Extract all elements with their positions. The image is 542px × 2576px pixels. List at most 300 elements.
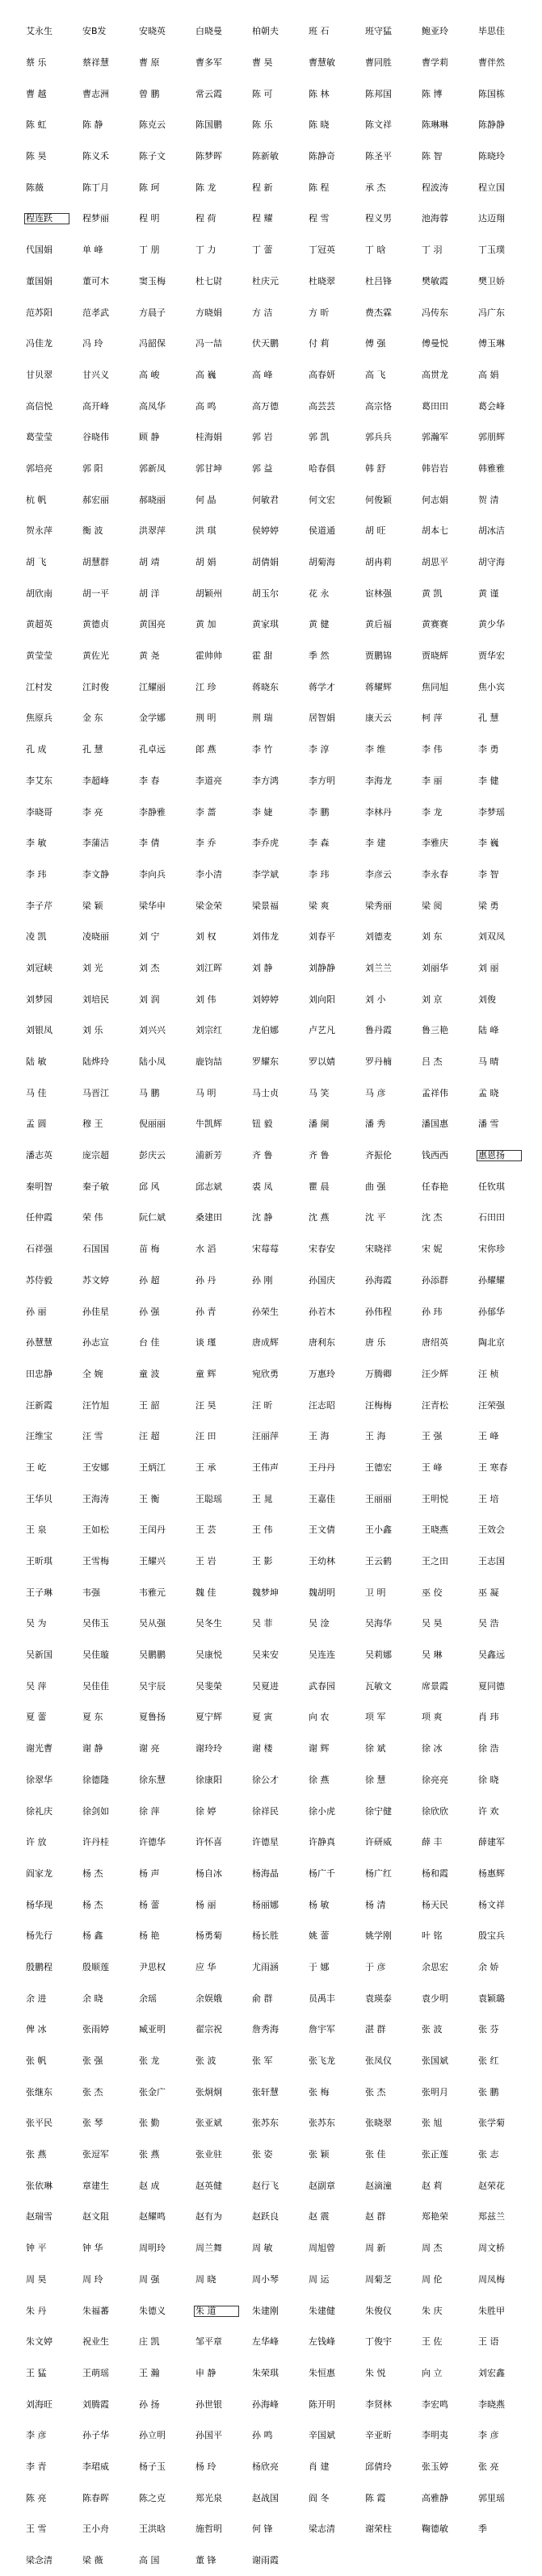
name-entry: 庞宗超	[82, 1150, 109, 1161]
name-entry: 赵跃良	[252, 2211, 279, 2223]
name-entry: 王丽丽	[365, 1493, 392, 1504]
name-entry: 孙耀耀	[478, 1274, 505, 1286]
name-entry: 薛建军	[478, 1837, 505, 1848]
name-entry: 高 飞	[365, 369, 386, 380]
name-entry: 张逗军	[82, 2149, 109, 2160]
name-row	[24, 2264, 533, 2296]
name-entry: 哈春俱	[309, 462, 335, 474]
name-row	[24, 2014, 533, 2046]
name-row	[24, 797, 533, 828]
name-entry: 冯韶保	[139, 338, 166, 349]
name-entry: 杨文祥	[478, 1899, 505, 1910]
name-entry: 梁 爽	[309, 900, 330, 911]
name-entry: 王文倩	[309, 1524, 335, 1536]
name-entry: 孟 晓	[478, 1087, 499, 1098]
name-entry: 徐东慧	[139, 1774, 166, 1785]
name-entry: 叶 铭	[422, 1930, 443, 1942]
name-entry: 余思宏	[422, 1961, 448, 1972]
name-entry: 程 荷	[195, 213, 216, 224]
name-entry: 方晨子	[139, 307, 166, 318]
name-entry: 孙 超	[139, 1274, 160, 1286]
name-entry: 徐 婷	[195, 1805, 216, 1817]
name-entry: 徐 浩	[478, 1743, 499, 1754]
name-entry: 秦子敏	[82, 1181, 109, 1192]
name-entry: 费杰霖	[365, 307, 392, 318]
name-entry: 李道亮	[195, 775, 222, 786]
name-entry: 齐振伦	[365, 1150, 392, 1161]
name-entry: 袁少明	[422, 1993, 448, 2004]
name-row	[24, 922, 533, 953]
name-entry: 王 芸	[195, 1524, 216, 1536]
name-entry: 张凤仪	[365, 2055, 392, 2067]
name-entry: 黄少华	[478, 619, 505, 630]
name-entry: 张 杰	[365, 2086, 386, 2097]
name-entry: 汪 超	[139, 1431, 160, 1442]
name-entry: 应 华	[195, 1961, 216, 1972]
name-entry: 杨 艳	[139, 1930, 160, 1942]
name-entry: 韩 舒	[365, 462, 386, 474]
name-entry: 张金广	[139, 2086, 166, 2097]
name-entry: 樊敏霞	[422, 275, 448, 286]
name-row	[24, 671, 533, 703]
name-entry: 鲍亚玲	[422, 26, 448, 37]
name-entry: 张雨婷	[82, 2024, 109, 2035]
name-row	[24, 578, 533, 609]
name-entry: 台 佳	[139, 1337, 160, 1349]
name-entry: 周 伦	[422, 2273, 443, 2285]
name-entry: 李彦云	[365, 868, 392, 880]
name-entry: 张 亮	[478, 2461, 499, 2472]
name-entry: 陈 静	[82, 119, 103, 131]
name-entry: 李贤林	[365, 2398, 392, 2410]
name-entry: 詹宇军	[309, 2024, 335, 2035]
name-entry: 许丹桂	[82, 1837, 109, 1848]
name-entry: 陆小凤	[139, 1056, 166, 1068]
name-entry: 陆烨玲	[82, 1056, 109, 1068]
name-entry: 赵 震	[309, 2211, 330, 2223]
name-row	[24, 2482, 533, 2514]
name-entry: 朱福蕃	[82, 2305, 109, 2316]
name-entry: 田忠静	[26, 1368, 53, 1379]
name-entry: 刘海旺	[26, 2398, 53, 2410]
name-entry: 樊卫娇	[478, 275, 505, 286]
name-entry: 苏侍毅	[26, 1274, 53, 1286]
name-entry: 汪 昕	[252, 1399, 273, 1411]
name-entry: 胡守海	[478, 557, 505, 568]
name-entry: 王 瀚	[139, 2367, 160, 2378]
name-entry: 张 旭	[422, 2118, 443, 2129]
name-entry: 陈晓玲	[478, 151, 505, 162]
name-row	[24, 110, 533, 141]
name-entry: 翟宗祝	[195, 2024, 222, 2035]
name-entry: 张业驻	[195, 2149, 222, 2160]
name-entry: 黄 加	[195, 619, 216, 630]
name-entry: 洪 琪	[195, 525, 216, 537]
name-entry: 朱建刚	[252, 2305, 279, 2316]
name-entry: 黄赛赛	[422, 619, 448, 630]
name-row	[24, 48, 533, 79]
name-entry: 沈 静	[252, 1212, 273, 1223]
name-entry: 胡 旺	[365, 525, 386, 537]
name-entry: 傅 强	[365, 338, 386, 349]
name-row	[24, 1702, 533, 1733]
name-entry: 吴 萍	[26, 1680, 47, 1692]
name-entry: 张国斌	[422, 2055, 448, 2067]
name-entry: 安B发	[82, 26, 107, 37]
name-row	[24, 890, 533, 922]
name-entry: 周 运	[309, 2273, 330, 2285]
name-entry: 刘梦园	[26, 993, 53, 1005]
name-row	[24, 2139, 533, 2171]
name-entry: 丁 朋	[139, 245, 160, 256]
name-entry: 李小清	[195, 868, 222, 880]
name-entry: 王明悦	[422, 1493, 448, 1504]
name-entry: 石祥强	[26, 1244, 53, 1255]
name-row	[24, 1889, 533, 1921]
name-entry: 彭庆云	[139, 1150, 166, 1161]
name-entry: 魏 佳	[195, 1587, 216, 1598]
name-entry: 许 欢	[478, 1805, 499, 1817]
name-entry: 向 立	[422, 2367, 443, 2378]
name-entry: 陶北京	[478, 1337, 505, 1349]
name-entry: 高贯龙	[422, 369, 448, 380]
name-entry: 杜庆元	[252, 275, 279, 286]
name-row	[24, 141, 533, 173]
name-entry: 张晓翠	[365, 2118, 392, 2129]
name-entry: 杨 丽	[195, 1899, 216, 1910]
name-entry: 康天云	[365, 713, 392, 724]
name-entry: 孙 丽	[26, 1306, 47, 1317]
name-entry: 郭 阳	[82, 462, 103, 474]
name-entry: 周 玲	[82, 2273, 103, 2285]
name-entry: 孙郁华	[478, 1306, 505, 1317]
name-row	[24, 1109, 533, 1140]
name-entry: 孔 慧	[82, 744, 103, 755]
name-entry: 胡颖州	[195, 588, 222, 599]
name-entry: 王小舟	[82, 2524, 109, 2535]
name-entry: 赵 成	[139, 2180, 160, 2191]
name-entry: 邱 风	[139, 1181, 160, 1192]
name-entry: 刘 京	[422, 993, 443, 1005]
name-entry: 李 青	[26, 2461, 47, 2472]
name-entry: 郝宏丽	[82, 494, 109, 505]
name-entry: 艾永生	[26, 26, 53, 37]
name-row	[24, 1921, 533, 1952]
name-entry: 阎家龙	[26, 1867, 53, 1879]
name-entry: 陈 亮	[26, 2492, 47, 2503]
name-entry: 夏 寅	[252, 1712, 273, 1723]
name-entry: 周菊芝	[365, 2273, 392, 2285]
name-entry: 高 巍	[195, 369, 216, 380]
name-entry: 王 雪	[26, 2524, 47, 2535]
name-entry: 张炯炯	[195, 2086, 222, 2097]
name-entry: 赵副章	[309, 2180, 335, 2191]
name-entry: 张 波	[422, 2024, 443, 2035]
name-entry: 冯 玲	[82, 338, 103, 349]
name-row	[24, 2233, 533, 2264]
name-entry: 刘 杰	[139, 962, 160, 973]
name-entry: 代国娟	[26, 245, 53, 256]
name-entry: 水 滔	[195, 1244, 216, 1255]
name-entry: 花 永	[309, 588, 330, 599]
name-entry: 张 红	[478, 2055, 499, 2067]
name-row	[24, 1733, 533, 1765]
name-entry: 李 竹	[252, 744, 273, 755]
name-entry: 谢玲玲	[195, 1743, 222, 1754]
name-row	[24, 1765, 533, 1796]
name-entry: 李 勇	[478, 744, 499, 755]
name-entry: 宛欣勇	[252, 1368, 279, 1379]
name-entry: 汪 雪	[82, 1431, 103, 1442]
name-row	[24, 1577, 533, 1608]
name-entry: 曹伴然	[478, 57, 505, 69]
name-entry: 吴海华	[365, 1618, 392, 1629]
name-entry: 焦同旭	[422, 681, 448, 692]
name-entry: 项 军	[365, 1712, 386, 1723]
name-entry: 徐小虎	[309, 1805, 335, 1817]
name-entry: 葛田田	[422, 400, 448, 412]
name-entry: 申 静	[195, 2367, 216, 2378]
name-entry: 贺永萍	[26, 525, 53, 537]
name-entry: 吴伟玉	[82, 1618, 109, 1629]
name-entry: 曹 原	[139, 57, 160, 69]
name-entry: 李 春	[139, 775, 160, 786]
name-entry: 杨子玉	[139, 2461, 166, 2472]
name-entry: 肖 玮	[478, 1712, 499, 1723]
name-entry: 曹 越	[26, 88, 47, 99]
name-entry: 张 帆	[26, 2055, 47, 2067]
name-entry: 湛 群	[365, 2024, 386, 2035]
name-entry: 程波涛	[422, 182, 448, 193]
name-entry: 李晓哥	[26, 806, 53, 818]
name-entry: 程立国	[478, 182, 505, 193]
name-entry: 王海涛	[82, 1493, 109, 1504]
name-entry: 王 泉	[26, 1524, 47, 1536]
name-entry: 罗以婧	[309, 1056, 335, 1068]
name-entry: 杨欣亮	[252, 2461, 279, 2472]
name-row	[24, 766, 533, 797]
name-entry: 宦林强	[365, 588, 392, 599]
name-entry: 季	[478, 2524, 487, 2535]
name-entry: 俞 群	[252, 1993, 273, 2004]
name-entry: 刘 东	[422, 931, 443, 943]
name-entry: 陈 晓	[309, 119, 330, 131]
name-entry: 孙 丹	[195, 1274, 216, 1286]
name-entry: 钟 华	[82, 2243, 103, 2254]
name-entry: 黄佐光	[82, 650, 109, 662]
name-entry: 赵文阻	[82, 2211, 109, 2223]
name-entry: 李 森	[309, 838, 330, 849]
name-entry: 谢光曹	[26, 1743, 53, 1754]
name-entry: 潘志英	[26, 1150, 53, 1161]
name-entry: 钱西西	[422, 1150, 448, 1161]
name-entry: 席景霞	[422, 1680, 448, 1692]
name-entry: 梁景福	[252, 900, 279, 911]
name-entry: 梁秀丽	[365, 900, 392, 911]
name-entry: 朱德义	[139, 2305, 166, 2316]
name-entry: 魏胡明	[309, 1587, 335, 1598]
name-entry: 李 智	[478, 868, 499, 880]
name-entry: 刘双凤	[478, 931, 505, 943]
name-entry: 左钱峰	[309, 2336, 335, 2348]
name-entry: 周 昊	[26, 2273, 47, 2285]
name-entry: 蒋晓东	[252, 681, 279, 692]
name-entry: 黄 尧	[139, 650, 160, 662]
name-entry: 吴佳佳	[82, 1680, 109, 1692]
name-entry: 张 佳	[365, 2149, 386, 2160]
name-entry: 李 鹏	[309, 806, 330, 818]
name-entry: 倪丽丽	[139, 1119, 166, 1130]
name-entry: 陈 霞	[365, 2492, 386, 2503]
name-entry: 高信悦	[26, 400, 53, 412]
name-entry: 吴夏进	[252, 1680, 279, 1692]
name-entry: 顾 静	[139, 432, 160, 443]
name-entry: 徐 冰	[422, 1743, 443, 1754]
name-entry: 高雅静	[422, 2492, 448, 2503]
name-entry: 刘 小	[365, 993, 386, 1005]
name-entry: 王 屹	[26, 1462, 47, 1473]
name-entry: 唐成辉	[252, 1337, 279, 1349]
name-entry: 李学斌	[252, 868, 279, 880]
name-entry: 梁 颖	[82, 900, 103, 911]
name-entry: 宋春安	[309, 1244, 335, 1255]
name-entry: 姚 蕾	[309, 1930, 330, 1942]
name-entry: 陈国鹏	[195, 119, 222, 131]
name-entry: 夏 蕾	[26, 1712, 47, 1723]
name-entry: 王丹丹	[309, 1462, 335, 1473]
name-entry: 王 峰	[478, 1431, 499, 1442]
name-entry: 高 峰	[252, 369, 273, 380]
name-entry: 李珺威	[82, 2461, 109, 2472]
name-entry: 荆 瑞	[252, 713, 273, 724]
name-entry: 李林丹	[365, 806, 392, 818]
name-entry: 任钦琪	[478, 1181, 505, 1192]
name-row	[24, 297, 533, 328]
name-row	[24, 828, 533, 859]
name-entry: 刘兴兴	[139, 1025, 166, 1036]
name-entry: 朱 悦	[365, 2367, 386, 2378]
name-entry: 唐绍英	[422, 1337, 448, 1349]
name-row	[24, 984, 533, 1015]
name-entry: 瞿 晨	[309, 1181, 330, 1192]
name-entry: 詹秀海	[252, 2024, 279, 2035]
name-entry: 孙海峰	[252, 2398, 279, 2410]
name-row	[24, 1608, 533, 1640]
name-entry: 杨 杰	[82, 1899, 103, 1910]
name-row	[24, 1296, 533, 1328]
name-entry: 黄超英	[26, 619, 53, 630]
name-entry: 李蒲洁	[82, 838, 109, 849]
name-entry: 吴鑫远	[478, 1650, 505, 1661]
name-row	[24, 78, 533, 110]
name-row	[24, 360, 533, 391]
name-entry: 江 珍	[195, 681, 216, 692]
name-entry: 徐欣欣	[422, 1805, 448, 1817]
name-entry: 赵 群	[365, 2211, 386, 2223]
name-entry: 臧亚明	[139, 2024, 166, 2035]
name-entry: 衡 波	[82, 525, 103, 537]
name-row	[24, 2046, 533, 2077]
name-entry: 程 耀	[252, 213, 273, 224]
name-entry: 谢雨霞	[252, 2555, 279, 2566]
name-entry: 杨 清	[365, 1899, 386, 1910]
name-entry: 王 猛	[26, 2367, 47, 2378]
name-entry: 孔 慧	[478, 713, 499, 724]
name-entry: 班守猛	[365, 26, 392, 37]
name-entry: 瓦敏文	[365, 1680, 392, 1692]
name-entry: 胡倩娟	[252, 557, 279, 568]
name-entry: 霍 甜	[252, 650, 273, 662]
name-entry: 黄 凯	[422, 588, 443, 599]
highlighted-name: 朱 道	[194, 2306, 239, 2317]
name-entry: 赵 莉	[422, 2180, 443, 2191]
name-entry: 李 健	[478, 775, 499, 786]
name-row	[24, 1453, 533, 1484]
name-entry: 吴莉娜	[365, 1650, 392, 1661]
name-entry: 陈琳琳	[422, 119, 448, 131]
name-entry: 方 昕	[309, 307, 330, 318]
name-entry: 秦明智	[26, 1181, 53, 1192]
name-entry: 石田田	[478, 1212, 505, 1223]
highlighted-name: 惠恩扬	[477, 1150, 522, 1161]
name-entry: 孙伟程	[365, 1306, 392, 1317]
name-entry: 冯传东	[422, 307, 448, 318]
name-entry: 陈 程	[309, 182, 330, 193]
name-entry: 赵耀鸣	[139, 2211, 166, 2223]
name-entry: 苗 梅	[139, 1244, 160, 1255]
name-entry: 张亚斌	[195, 2118, 222, 2129]
name-entry: 马晋江	[82, 1087, 109, 1098]
name-entry: 傅曼悦	[422, 338, 448, 349]
name-entry: 王 语	[478, 2336, 499, 2348]
name-entry: 朱恒惠	[309, 2367, 335, 2378]
name-entry: 高万德	[252, 400, 279, 412]
name-entry: 何 锋	[252, 2524, 273, 2535]
name-entry: 杜吕锋	[365, 275, 392, 286]
name-row	[24, 1640, 533, 1671]
name-entry: 胡 靖	[139, 557, 160, 568]
name-entry: 单 峰	[82, 245, 103, 256]
name-row	[24, 1952, 533, 1984]
name-entry: 马 晴	[478, 1056, 499, 1068]
name-entry: 庄 凯	[139, 2336, 160, 2348]
name-entry: 刘 润	[139, 993, 160, 1005]
name-entry: 徐公才	[252, 1774, 279, 1785]
name-entry: 郑光泉	[195, 2492, 222, 2503]
name-entry: 张 颖	[309, 2149, 330, 2160]
name-row	[24, 2076, 533, 2108]
name-entry: 许怀喜	[195, 1837, 222, 1848]
name-entry: 孙子华	[82, 2430, 109, 2441]
name-entry: 李永春	[422, 868, 448, 880]
name-entry: 汪 昊	[195, 1399, 216, 1411]
name-entry: 刘丽华	[422, 962, 448, 973]
name-entry: 巫 凝	[478, 1587, 499, 1598]
name-entry: 辛国斌	[309, 2430, 335, 2441]
name-entry: 陈梦晖	[195, 151, 222, 162]
name-entry: 冯佳龙	[26, 338, 53, 349]
name-entry: 刘 光	[82, 962, 103, 973]
name-entry: 龙伯娜	[252, 1025, 279, 1036]
name-entry: 周明玲	[139, 2243, 166, 2254]
name-entry: 徐剑如	[82, 1805, 109, 1817]
name-entry: 赵瑞雪	[26, 2211, 53, 2223]
name-entry: 殷鹏程	[26, 1961, 53, 1972]
name-entry: 吴佳璇	[82, 1650, 109, 1661]
name-entry: 王 影	[252, 1556, 273, 1567]
name-entry: 金 东	[82, 713, 103, 724]
name-entry: 何志娟	[422, 494, 448, 505]
